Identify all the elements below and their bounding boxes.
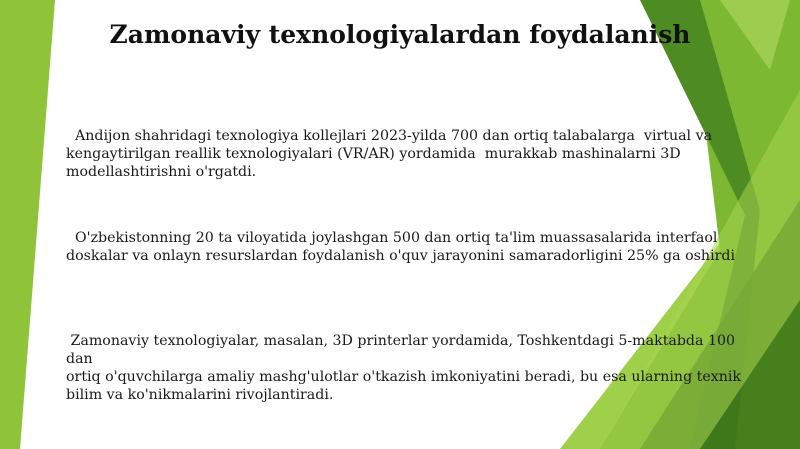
paragraph-3 <box>66 332 766 404</box>
slide-title: Zamonaviy texnologiyalardan foydalanish <box>109 20 691 49</box>
paragraph-1 <box>66 127 766 181</box>
paragraph-2-line-2: doskalar va onlayn resurslardan foydalanish o'quv jarayonini samaradorligini 25% ga oshirdi <box>66 248 736 264</box>
paragraph-3-line-3: bilim va ko'nikmalarini rivojlantiradi. <box>66 387 334 403</box>
paragraph-1-line-1: Andijon shahridagi texnologiya kollejlari 2023-yilda 700 dan ortiq talabalarga virtual va <box>66 128 713 144</box>
left-green-shape <box>0 0 55 449</box>
paragraph-2 <box>66 229 766 265</box>
paragraph-1-line-2: kengaytirilgan reallik texnologiyalari (VR/AR) yordamida murakkab mashinalarni 3D <box>66 146 681 162</box>
paragraph-1-line-3: modellashtirishni o'rgatdi. <box>66 164 257 180</box>
paragraph-3-line-1: Zamonaviy texnologiyalar, masalan, 3D printerlar yordamida, Toshkentdagi 5-maktabda 100 dan <box>66 333 740 367</box>
paragraph-3-line-2: ortiq o'quvchilarga amaliy mashg'ulotlar o'tkazish imkoniyatini beradi, bu esa ularning texnik <box>66 369 742 385</box>
paragraph-2-line-1: O'zbekistonning 20 ta viloyatida joylashgan 500 dan ortiq ta'lim muassasalarida interfaol <box>66 230 718 246</box>
